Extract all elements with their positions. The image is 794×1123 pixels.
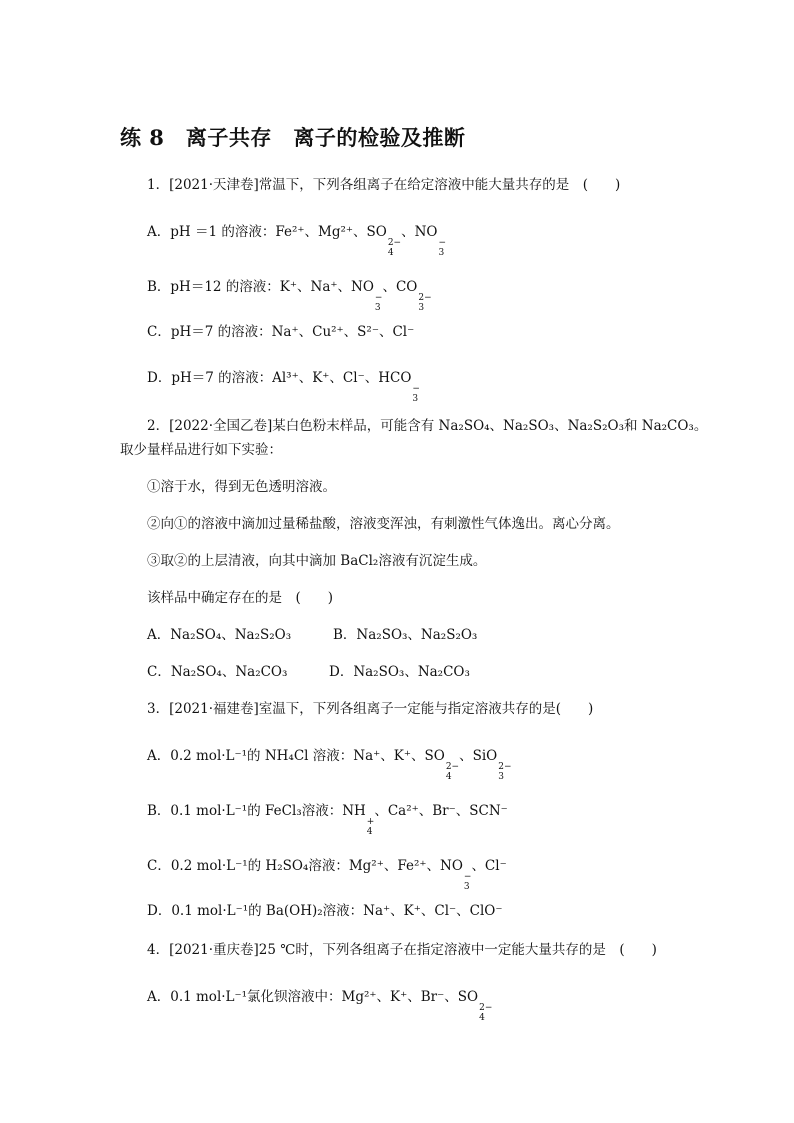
ion-co3: CO 2− 3 — [395, 279, 432, 313]
q2-stem-line2: 取少量样品进行如下实验： — [120, 442, 282, 458]
q2-option-b: B．Na₂SO₃、Na₂S₂O₃ — [333, 627, 478, 643]
q1-option-b: B．pH＝12 的溶液：K⁺、Na⁺、NO − 3 、CO 2− 3 — [147, 279, 432, 313]
q3-option-d: D．0.1 mol·L⁻¹的 Ba(OH)₂溶液：Na⁺、K⁺、Cl⁻、ClO⁻ — [147, 903, 503, 919]
q2-step-1: ①溶于水，得到无色透明溶液。 — [147, 479, 336, 495]
q4-stem: 4．[2021·重庆卷]25 ℃时，下列各组离子在指定溶液中一定能大量共存的是 ( ) — [147, 942, 657, 958]
q3-option-b — [147, 801, 508, 837]
ion-so4: SO 2− 4 — [366, 224, 402, 258]
ion-so4: SO 2− 4 — [424, 748, 460, 782]
q3-option-c — [147, 856, 507, 892]
q3-option-a: A．0.2 mol·L⁻¹的 NH₄Cl 溶液：Na⁺、K⁺、SO 2− 4 、SiO 2− 3 — [147, 748, 512, 782]
q2-option-d: D．Na₂SO₃、Na₂CO₃ — [329, 664, 470, 680]
q4-option-a — [147, 987, 492, 1023]
q2-stem-line1: 2．[2022·全国乙卷]某白色粉末样品，可能含有 Na₂SO₄、Na₂SO₃、Na₂S₂O₃和 Na₂CO₃。 — [147, 418, 708, 434]
q2-step-2: ②向①的溶液中滴加过量稀盐酸，溶液变浑浊，有刺激性气体逸出。离心分离。 — [147, 516, 620, 532]
q2-question: 该样品中确定存在的是 ( ) — [147, 590, 334, 606]
q2-option-c: C．Na₂SO₄、Na₂CO₃ — [147, 664, 288, 680]
ion-no3: NO − 3 — [351, 279, 383, 313]
ion-sio3: SiO 2− 3 — [472, 748, 512, 782]
page-title: 练 8 离子共存 离子的检验及推断 — [120, 125, 466, 150]
q1-option-b-text: B．pH＝12 的溶液：K⁺、Na⁺、 — [147, 279, 352, 295]
q1-option-a-text: A．pH ＝1 的溶液：Fe²⁺、Mg²⁺、 — [147, 224, 367, 240]
ion-no3: NO − 3 — [414, 224, 447, 258]
q1-stem: 1．[2021·天津卷]常温下，下列各组离子在给定溶液中能大量共存的是 ( ) — [147, 177, 621, 193]
q3-option-b-rest: 、Ca²⁺、Br⁻、SCN⁻ — [374, 803, 508, 819]
q3-stem: 3．[2021·福建卷]室温下，下列各组离子一定能与指定溶液共存的是( ) — [147, 701, 594, 717]
q4-option-a-text: A．0.1 mol·L⁻¹氯化钡溶液中：Mg²⁺、K⁺、Br⁻、 — [147, 989, 458, 1005]
ion-hco3: HCO − 3 — [378, 370, 420, 404]
q1-option-a: A．pH ＝1 的溶液：Fe²⁺、Mg²⁺、SO 2− 4 、NO − 3 — [147, 224, 447, 258]
ion-no3: NO − 3 — [440, 858, 472, 892]
q1-option-c: C．pH＝7 的溶液：Na⁺、Cu²⁺、S²⁻、Cl⁻ — [147, 324, 415, 340]
q3-option-c-text: C．0.2 mol·L⁻¹的 H₂SO₄溶液：Mg²⁺、Fe²⁺、 — [147, 858, 440, 874]
q1-option-d — [147, 368, 420, 404]
q2-option-a: A．Na₂SO₄、Na₂S₂O₃ — [147, 627, 292, 643]
q2-step-3: ③取②的上层清液，向其中滴加 BaCl₂溶液有沉淀生成。 — [147, 553, 487, 569]
ion-so4: SO 2− 4 — [457, 989, 493, 1023]
q3-option-b-text: B．0.1 mol·L⁻¹的 FeCl₃溶液： — [147, 803, 343, 819]
ion-nh4: NH + 4 — [342, 803, 375, 837]
q3-option-a-text: A．0.2 mol·L⁻¹的 NH₄Cl 溶液：Na⁺、K⁺、 — [147, 748, 425, 764]
q1-option-d-text: D．pH＝7 的溶液：Al³⁺、K⁺、Cl⁻、 — [147, 370, 379, 386]
q3-option-c-rest: 、Cl⁻ — [471, 858, 507, 874]
